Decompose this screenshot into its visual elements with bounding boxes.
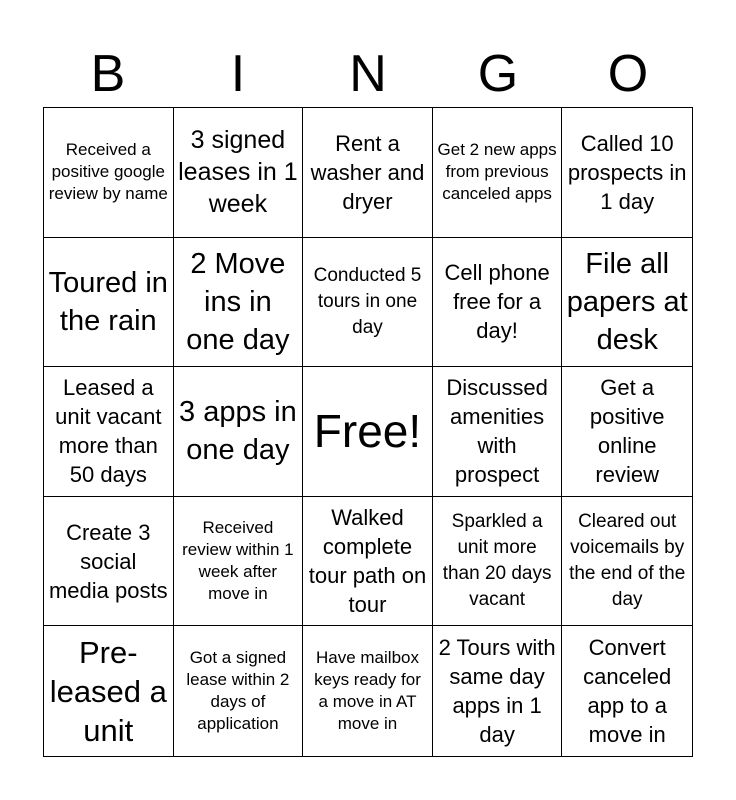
bingo-cell-r1c1[interactable] — [44, 108, 174, 238]
bingo-cell-r3c2[interactable] — [174, 367, 304, 497]
bingo-cell-r1c4[interactable] — [433, 108, 563, 238]
bingo-card-grid — [43, 107, 693, 757]
bingo-cell-r3c1[interactable] — [44, 367, 174, 497]
bingo-cell-text: Convert canceled app to a move in — [583, 635, 672, 748]
bingo-cell-text: Have mailbox keys ready for a move in AT move in — [314, 648, 421, 734]
bingo-cell-text: 3 signed leases in 1 week — [178, 126, 298, 219]
bingo-cell-r1c3[interactable] — [303, 108, 433, 238]
bingo-cell-r4c3[interactable] — [303, 497, 433, 627]
bingo-cell-r5c1[interactable] — [44, 626, 174, 756]
bingo-cell-text: 2 Tours with same day apps in 1 day — [438, 635, 556, 748]
bingo-cell-r2c1[interactable] — [44, 238, 174, 368]
bingo-cell-r2c2[interactable] — [174, 238, 304, 368]
header-letter-b: B — [90, 45, 126, 103]
bingo-cell-r5c2[interactable] — [174, 626, 304, 756]
bingo-cell-text: Cell phone free for a day! — [444, 260, 550, 344]
bingo-cell-r3c5[interactable] — [562, 367, 692, 497]
bingo-cell-text: Called 10 prospects in 1 day — [567, 130, 687, 214]
bingo-cell-text: File all papers at desk — [566, 247, 688, 356]
bingo-cell-r5c4[interactable] — [433, 626, 563, 756]
bingo-cell-text: Get 2 new apps from previous canceled apps — [437, 140, 557, 204]
bingo-cell-r4c5[interactable] — [562, 497, 692, 627]
bingo-cell-text: 2 Move ins in one day — [186, 247, 290, 356]
header-letter-n: N — [349, 45, 387, 103]
bingo-cell-r5c3[interactable] — [303, 626, 433, 756]
bingo-cell-text: Conducted 5 tours in one day — [313, 264, 422, 338]
bingo-header — [43, 40, 693, 108]
bingo-cell-text: Get a positive online review — [589, 375, 665, 488]
bingo-cell-free-space[interactable] — [303, 367, 433, 497]
bingo-cell-r1c5[interactable] — [562, 108, 692, 238]
bingo-cell-r1c2[interactable] — [174, 108, 304, 238]
bingo-cell-text: Received a positive google review by name — [48, 140, 168, 204]
bingo-cell-r2c3[interactable] — [303, 238, 433, 368]
bingo-cell-text: Pre-leased a unit — [49, 634, 167, 748]
header-letter-i: I — [230, 45, 246, 103]
bingo-cell-text: Walked complete tour path on tour — [308, 505, 427, 618]
bingo-cell-r4c2[interactable] — [174, 497, 304, 627]
bingo-cell-text: Create 3 social media posts — [48, 519, 168, 603]
bingo-cell-r5c5[interactable] — [562, 626, 692, 756]
bingo-cell-text: Rent a washer and dryer — [310, 130, 425, 214]
header-letter-g: G — [477, 45, 519, 103]
bingo-cell-text: Received review within 1 week after move in — [182, 518, 294, 604]
bingo-cell-text: 3 apps in one day — [179, 396, 297, 467]
bingo-cell-text: Cleared out voicemails by the end of the day — [569, 511, 686, 611]
header-letter-o: O — [607, 45, 649, 103]
bingo-cell-r2c5[interactable] — [562, 238, 692, 368]
bingo-cell-text: Discussed amenities with prospect — [446, 375, 548, 488]
bingo-cell-text: Leased a unit vacant more than 50 days — [55, 375, 162, 488]
bingo-cell-text: Free! — [313, 405, 422, 458]
bingo-cell-text: Got a signed lease within 2 days of application — [186, 648, 290, 734]
bingo-cell-r4c1[interactable] — [44, 497, 174, 627]
bingo-cell-text: Sparkled a unit more than 20 days vacant — [442, 511, 552, 611]
bingo-cell-r2c4[interactable] — [433, 238, 563, 368]
bingo-cell-r4c4[interactable] — [433, 497, 563, 627]
bingo-cell-r3c4[interactable] — [433, 367, 563, 497]
bingo-cell-text: Toured in the rain — [48, 266, 168, 337]
